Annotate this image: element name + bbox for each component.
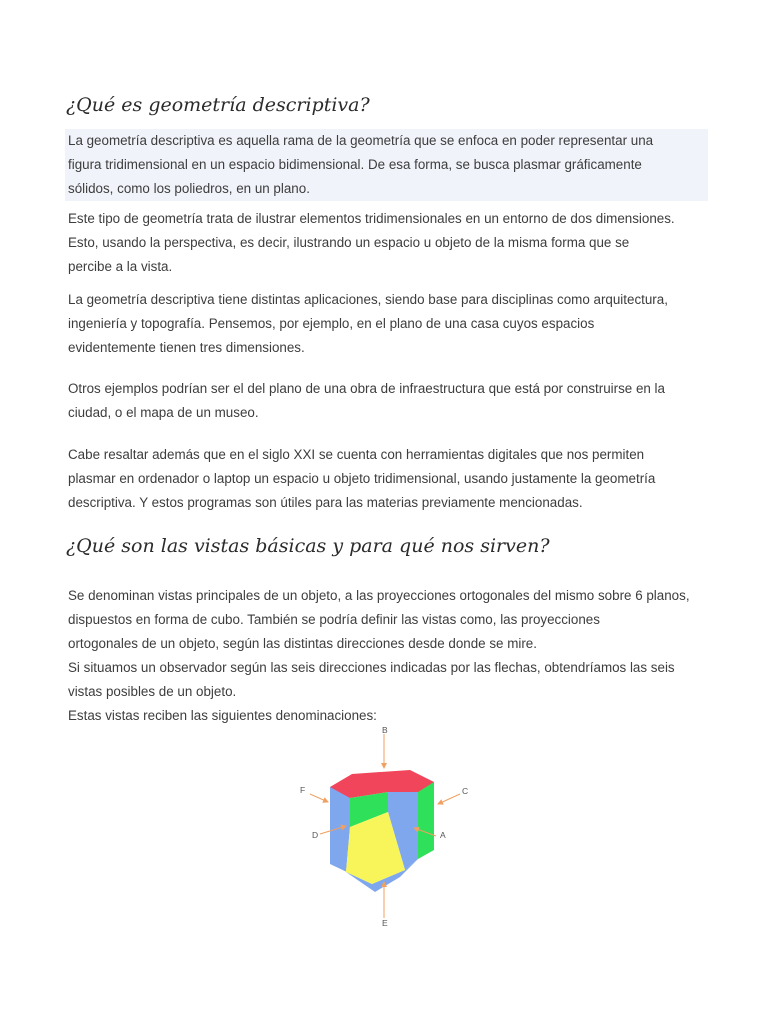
text-line: ciudad, o el mapa de un museo. — [68, 405, 259, 420]
text-line: Si situamos un observador según las seis direcciones indicadas por las flechas, obtendríamos las seis — [68, 660, 675, 675]
label-a: A — [440, 830, 446, 840]
text-line: dispuestos en forma de cubo. También se podría definir las vistas como, las proyecciones — [68, 612, 600, 627]
cube-right-green-face — [418, 782, 434, 859]
text-line: Se denominan vistas principales de un objeto, a las proyecciones ortogonales del mismo sobre 6 planos, — [68, 588, 690, 603]
paragraph-examples — [68, 377, 708, 425]
arrow-f — [310, 794, 328, 802]
text-line: Estas vistas reciben las siguientes denominaciones: — [68, 708, 377, 723]
arrow-c — [438, 794, 460, 804]
text-line: figura tridimensional en un espacio bidimensional. De esa forma, se busca plasmar gráficamente — [65, 153, 708, 177]
text-line: Cabe resaltar además que en el siglo XXI se cuenta con herramientas digitales que nos permiten — [68, 447, 645, 462]
heading-vistas-basicas: ¿Qué son las vistas básicas y para qué nos sirven? — [66, 535, 550, 557]
text-line: ingeniería y topografía. Pensemos, por ejemplo, en el plano de una casa cuyos espacios — [68, 316, 595, 331]
text-line: Esto, usando la perspectiva, es decir, ilustrando un espacio u objeto de la misma forma que se — [68, 235, 630, 250]
cube-views-diagram — [290, 722, 490, 934]
paragraph-perspective — [68, 207, 708, 279]
text-line: evidentemente tienen tres dimensiones. — [68, 340, 305, 355]
text-line: Otros ejemplos podrían ser el del plano de una obra de infraestructura que está por construirse en la — [68, 381, 665, 396]
label-f: F — [300, 785, 306, 795]
paragraph-digital-tools — [68, 443, 708, 515]
text-line: sólidos, como los poliedros, en un plano. — [65, 177, 708, 201]
text-line: La geometría descriptiva es aquella rama de la geometría que se enfoca en poder representar una — [65, 129, 708, 153]
paragraph-vistas — [68, 584, 708, 728]
text-line: vistas posibles de un objeto. — [68, 684, 237, 699]
text-line: percibe a la vista. — [68, 259, 173, 274]
label-e: E — [382, 918, 388, 928]
paragraph-applications — [68, 288, 708, 360]
label-c: C — [462, 786, 469, 796]
text-line: Este tipo de geometría trata de ilustrar elementos tridimensionales en un entorno de dos dimensiones. — [68, 211, 675, 226]
text-line: ortogonales de un objeto, según las distintas direcciones desde donde se mire. — [68, 636, 537, 651]
paragraph-definition — [68, 129, 708, 201]
label-d: D — [312, 830, 319, 840]
text-line: descriptiva. Y estos programas son útiles para las materias previamente mencionadas. — [68, 495, 583, 510]
label-b: B — [382, 725, 388, 735]
heading-que-es-geometria: ¿Qué es geometría descriptiva? — [66, 94, 370, 116]
text-line: plasmar en ordenador o laptop un espacio u objeto tridimensional, usando justamente la geometría — [68, 471, 656, 486]
text-line: La geometría descriptiva tiene distintas aplicaciones, siendo base para disciplinas como arquitectura, — [68, 292, 668, 307]
